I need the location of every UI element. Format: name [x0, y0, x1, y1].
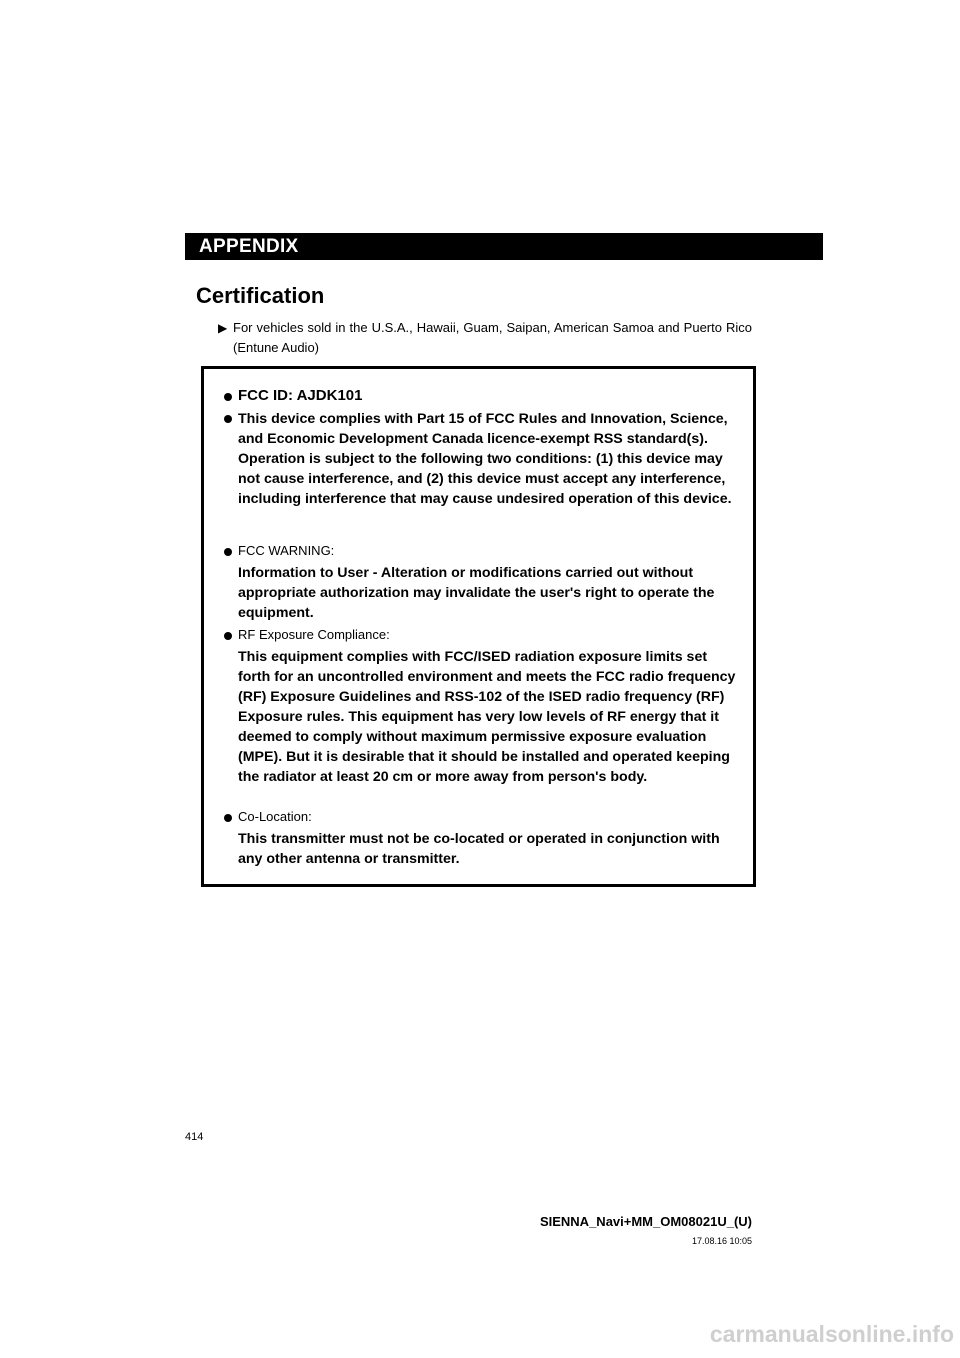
fcc-warning-text: Information to User - Alteration or modifications carried out without appropriate authorization may invalidate the user's right to operate the equipment. [238, 565, 715, 621]
intro-paragraph [218, 318, 752, 358]
intro-text: For vehicles sold in the U.S.A., Hawaii, Guam, Saipan, American Samoa and Puerto Rico (Entune Audio) [233, 320, 752, 355]
section-label: APPENDIX [199, 236, 299, 257]
compliance-text: This device complies with Part 15 of FCC Rules and Innovation, Science, and Economic Development Canada licence-exempt RSS standard(s). Operation is subject to the following two conditions: (1) this device may not cause interference, and (2) this device must accept any interference, including interference that may cause undesired operation of this device. [238, 411, 732, 507]
rf-exposure-text: This equipment complies with FCC/ISED radiation exposure limits set forth for an uncontrolled environment and meets the FCC radio frequency (RF) Exposure Guidelines and RSS-102 of the ISED radio frequency (RF) Exposure rules. This equipment has very low levels of RF energy that it deemed to comply without maximum permissive exposure evaluation (MPE). But it is desirable that it should be installed and operated keeping the radiator at least 20 cm or more away from person's body. [238, 649, 736, 785]
site-watermark: carmanualsonline.info [709, 1321, 954, 1347]
document-code: SIENNA_Navi+MM_OM08021U_(U) [539, 1214, 752, 1229]
arrow-bullet-icon: ▶ [218, 321, 228, 335]
bullet-icon [224, 632, 232, 640]
bullet-icon [224, 548, 232, 556]
co-location-heading: Co-Location: [238, 809, 312, 824]
certification-label-box [201, 366, 756, 887]
page-title: Certification [196, 283, 325, 308]
section-header-bar [185, 233, 823, 260]
bullet-icon [224, 393, 232, 401]
bullet-icon [224, 814, 232, 822]
document-date: 17.08.16 10:05 [691, 1236, 752, 1246]
page-number: 414 [185, 1131, 204, 1143]
fcc-id-text: FCC ID: AJDK101 [238, 387, 363, 404]
bullet-icon [224, 415, 232, 423]
co-location-text: This transmitter must not be co-located or operated in conjunction with any other antenna or transmitter. [238, 831, 720, 867]
rf-exposure-heading: RF Exposure Compliance: [238, 627, 390, 642]
fcc-warning-heading: FCC WARNING: [238, 543, 335, 558]
